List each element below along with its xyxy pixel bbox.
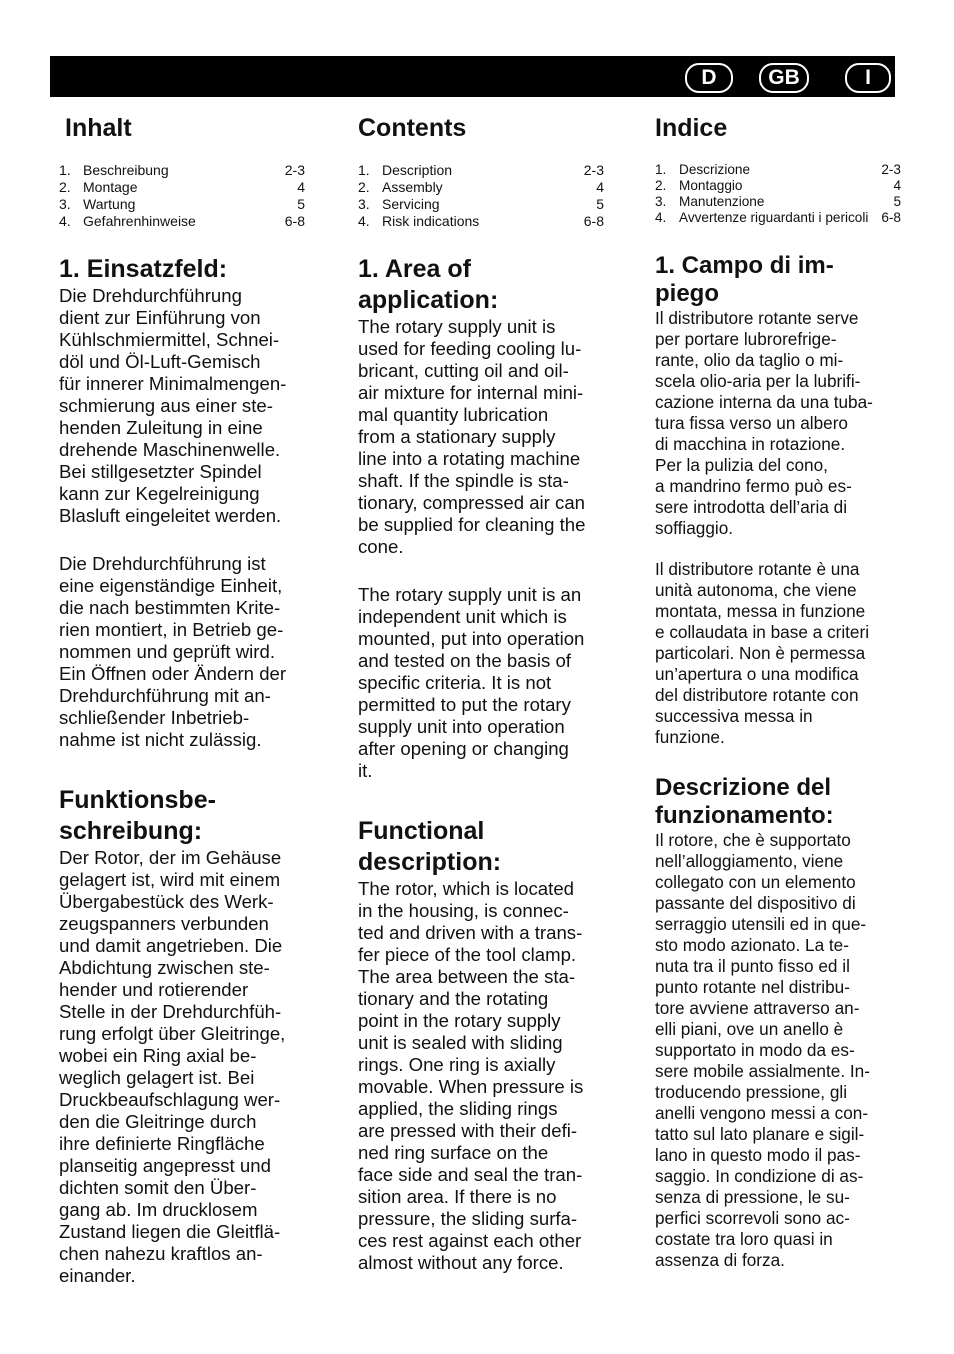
text-line: funzione.	[655, 727, 725, 747]
toc-item-pages: 5	[596, 196, 604, 212]
text-line: after opening or changing	[358, 738, 569, 759]
toc-item	[59, 196, 305, 213]
text-line: tionary, compressed air can	[358, 492, 586, 513]
text-line: anelli vengono messi a con-	[655, 1103, 869, 1123]
text-line: collegato con un elemento	[655, 872, 856, 892]
column-italian	[655, 112, 901, 1271]
text-line: wobei ein Ring axial be-	[59, 1045, 257, 1066]
text-line: chen nahezu kraftlos an-	[59, 1243, 263, 1264]
language-badge-d[interactable]: D	[685, 63, 733, 93]
text-line: del distributore rotante con	[655, 685, 859, 705]
text-line: Bei stillgesetzter Spindel	[59, 461, 262, 482]
text-line: Abdichtung zwischen ste-	[59, 957, 270, 978]
text-line: hender und rotierender	[59, 979, 249, 1000]
text-line: movable. When pressure is	[358, 1076, 584, 1097]
text-line: tura fissa verso un albero	[655, 413, 848, 433]
text-line: rung erfolgt über Gleitringe,	[59, 1023, 286, 1044]
toc-item	[655, 210, 901, 226]
text-line: funzionamento:	[655, 802, 834, 829]
text-line: Zustand liegen die Gleitflä-	[59, 1221, 281, 1242]
column-english	[358, 112, 604, 1274]
toc-item-title: Descrizione	[679, 162, 751, 177]
text-line: senza di pressione, le su-	[655, 1187, 850, 1207]
toc-title: Contents	[358, 114, 467, 142]
text-line: für innerer Minimalmengen-	[59, 373, 287, 394]
text-line: description:	[358, 848, 502, 876]
toc-item-pages: 4	[893, 178, 901, 193]
text-line: ihre definierte Ringfläche	[59, 1133, 265, 1154]
toc-item-pages: 5	[297, 196, 305, 212]
text-line: Druckbeaufschlagung wer-	[59, 1089, 281, 1110]
text-line: planseitig angepresst und	[59, 1155, 271, 1176]
text-line: The rotor, which is located	[358, 878, 574, 899]
text-line: piego	[655, 280, 719, 307]
toc-item-pages: 6-8	[881, 210, 901, 225]
text-line: saggio. In condizione di as-	[655, 1166, 864, 1186]
toc-item	[358, 179, 604, 196]
text-line: nuta tra il punto fisso ed il	[655, 956, 850, 976]
toc-item-pages: 5	[893, 194, 901, 209]
toc-item-num: 2.	[59, 179, 71, 195]
toc-item-title: Assembly	[382, 179, 443, 195]
toc-item-pages: 6-8	[284, 213, 305, 229]
text-line: a mandrino fermo può es-	[655, 476, 852, 496]
section-title	[655, 774, 901, 830]
text-line: are pressed with their defi-	[358, 1120, 578, 1141]
paragraph	[59, 285, 305, 527]
column-german	[59, 112, 305, 1287]
text-line: rante, olio da taglio o mi-	[655, 350, 844, 370]
text-line: passante del dispositivo di	[655, 893, 856, 913]
text-line: ned ring surface on the	[358, 1142, 549, 1163]
text-line: gang ab. Im drucklosem	[59, 1199, 258, 1220]
text-line: rings. One ring is axially	[358, 1054, 556, 1075]
text-line: pressure, the sliding surfa-	[358, 1208, 578, 1229]
text-line: be supplied for cleaning the	[358, 514, 586, 535]
toc-item	[59, 162, 305, 179]
toc-item	[358, 196, 604, 213]
paragraph	[358, 878, 604, 1274]
text-line: schließender Inbetrieb-	[59, 707, 250, 728]
toc-item-num: 2.	[655, 178, 667, 193]
text-line: mounted, put into operation	[358, 628, 585, 649]
text-line: elli piani, ove un anello è	[655, 1019, 844, 1039]
text-line: The rotary supply unit is an	[358, 584, 582, 605]
toc-item-pages: 4	[596, 179, 604, 195]
toc-item-title: Montage	[83, 179, 138, 195]
text-line: Blasluft eingeleitet werden.	[59, 505, 282, 526]
text-line: The area between the sta-	[358, 966, 576, 987]
text-line: kann zur Kegelreinigung	[59, 483, 260, 504]
text-line: successiva messa in	[655, 706, 813, 726]
text-line: tatto sul lato planare e sigil-	[655, 1124, 865, 1144]
toc-item-title: Manutenzione	[679, 194, 765, 209]
text-line: nell’alloggiamento, viene	[655, 851, 844, 871]
text-line: schreibung:	[59, 817, 203, 845]
text-line: shaft. If the spindle is sta-	[358, 470, 569, 491]
text-line: mal quantity lubrication	[358, 404, 549, 425]
text-line: Il distributore rotante è una	[655, 559, 860, 579]
toc-item	[655, 178, 901, 194]
text-line: and tested on the basis of	[358, 650, 571, 671]
paragraph	[59, 553, 305, 751]
paragraph	[358, 316, 604, 558]
toc-item-num: 4.	[358, 213, 370, 229]
text-line: Die Drehdurchführung	[59, 285, 242, 306]
toc-item-num: 4.	[655, 210, 667, 225]
toc-item	[59, 213, 305, 230]
text-line: Funktionsbe-	[59, 786, 216, 814]
text-line: applied, the sliding rings	[358, 1098, 558, 1119]
text-line: ces rest against each other	[358, 1230, 582, 1251]
text-line: sition area. If there is no	[358, 1186, 557, 1207]
toc-item-pages: 2-3	[284, 162, 305, 178]
toc-item-title: Montaggio	[679, 178, 743, 193]
text-line: döl und Öl-Luft-Gemisch	[59, 351, 261, 372]
section-title	[358, 254, 604, 316]
section-title	[59, 254, 305, 285]
toc-item-num: 1.	[655, 162, 667, 177]
text-line: used for feeding cooling lu-	[358, 338, 582, 359]
text-line: particolari. Non è permessa	[655, 643, 866, 663]
text-line: schmierung aus einer ste-	[59, 395, 273, 416]
text-line: punto rotante nel distribu-	[655, 977, 850, 997]
header-bar	[50, 56, 895, 97]
toc-item-title: Beschreibung	[83, 162, 169, 178]
toc-item	[655, 162, 901, 178]
text-line: from a stationary supply	[358, 426, 556, 447]
text-line: The rotary supply unit is	[358, 316, 556, 337]
text-line: Stelle in der Drehdurchfüh-	[59, 1001, 282, 1022]
text-line: independent unit which is	[358, 606, 567, 627]
text-line: it.	[358, 760, 373, 781]
toc-item-num: 3.	[655, 194, 667, 209]
text-line: lano in questo modo il pas-	[655, 1145, 861, 1165]
text-line: almost without any force.	[358, 1252, 564, 1273]
paragraph	[655, 559, 901, 748]
text-line: serraggio utensili ed in que-	[655, 914, 867, 934]
toc-item-title: Servicing	[382, 196, 440, 212]
text-line: fer piece of the tool clamp.	[358, 944, 577, 965]
section-title	[358, 816, 604, 878]
text-line: supply unit into operation	[358, 716, 565, 737]
toc-list	[655, 162, 901, 226]
text-line: soffiaggio.	[655, 518, 734, 538]
toc-item-num: 3.	[59, 196, 71, 212]
toc-item-num: 2.	[358, 179, 370, 195]
text-line: einander.	[59, 1265, 136, 1286]
text-line: unità autonoma, che viene	[655, 580, 857, 600]
text-line: scela olio-aria per la lubrifi-	[655, 371, 861, 391]
text-line: dient zur Einführung von	[59, 307, 261, 328]
text-line: und damit angetrieben. Die	[59, 935, 283, 956]
toc-item-title: Risk indications	[382, 213, 480, 229]
language-badge-gb[interactable]: GB	[759, 63, 809, 93]
toc-title: Inhalt	[65, 114, 132, 142]
text-line: un’apertura o una modifica	[655, 664, 859, 684]
text-line: sere introdotta dell’aria di	[655, 497, 848, 517]
text-line: 1. Einsatzfeld:	[59, 255, 228, 283]
text-line: eine eigenständige Einheit,	[59, 575, 283, 596]
text-line: weglich gelagert ist. Bei	[59, 1067, 255, 1088]
toc-item	[358, 213, 604, 230]
text-line: line into a rotating machine	[358, 448, 581, 469]
paragraph	[655, 830, 901, 1271]
text-line: unit is sealed with sliding	[358, 1032, 563, 1053]
text-line: 1. Campo di im-	[655, 252, 834, 279]
toc-item	[358, 162, 604, 179]
text-line: Ein Öffnen oder Ändern der	[59, 663, 287, 684]
text-line: ted and driven with a trans-	[358, 922, 583, 943]
text-line: cone.	[358, 536, 404, 557]
paragraph	[59, 847, 305, 1287]
text-line: e collaudata in base a criteri	[655, 622, 870, 642]
text-line: montata, messa in funzione	[655, 601, 866, 621]
text-line: Il distributore rotante serve	[655, 308, 859, 328]
toc-item-num: 4.	[59, 213, 71, 229]
text-line: in the housing, is connec-	[358, 900, 569, 921]
text-line: point in the rotary supply	[358, 1010, 561, 1031]
text-line: gelagert ist, wird mit einem	[59, 869, 281, 890]
toc-item-title: Avvertenze riguardanti i pericoli	[679, 210, 869, 225]
text-line: Descrizione del	[655, 774, 832, 801]
paragraph	[655, 308, 901, 539]
toc-item-pages: 2-3	[881, 162, 901, 177]
toc-title: Indice	[655, 114, 728, 142]
text-line: nahme ist nicht zulässig.	[59, 729, 262, 750]
text-line: sto modo azionato. La te-	[655, 935, 849, 955]
text-line: Kühlschmiermittel, Schnei-	[59, 329, 280, 350]
text-line: tore avviene attraverso an-	[655, 998, 860, 1018]
text-line: troducendo pressione, gli	[655, 1082, 848, 1102]
toc-item	[655, 194, 901, 210]
toc-item-num: 1.	[358, 162, 370, 178]
toc-item-pages: 2-3	[583, 162, 604, 178]
text-line: henden Zuleitung in eine	[59, 417, 263, 438]
text-line: rien montiert, in Betrieb ge-	[59, 619, 284, 640]
text-line: per portare lubrorefrige-	[655, 329, 837, 349]
toc-item-title: Wartung	[83, 196, 136, 212]
text-line: Drehdurchführung mit an-	[59, 685, 271, 706]
toc-list	[358, 162, 604, 230]
text-line: Il rotore, che è supportato	[655, 830, 851, 850]
toc-item	[59, 179, 305, 196]
toc-list	[59, 162, 305, 230]
text-line: Die Drehdurchführung ist	[59, 553, 266, 574]
text-line: Der Rotor, der im Gehäuse	[59, 847, 282, 868]
language-badge-i[interactable]: I	[845, 63, 891, 93]
paragraph	[358, 584, 604, 782]
text-line: Per la pulizia del cono,	[655, 455, 828, 475]
text-line: cazione interna da una tuba-	[655, 392, 873, 412]
text-line: air mixture for internal mini-	[358, 382, 584, 403]
toc-item-title: Description	[382, 162, 453, 178]
text-line: Übergabestück des Werk-	[59, 891, 274, 912]
section-title	[655, 252, 901, 308]
toc-item-num: 1.	[59, 162, 71, 178]
text-line: specific criteria. It is not	[358, 672, 552, 693]
text-line: die nach bestimmten Krite-	[59, 597, 281, 618]
toc-item-pages: 4	[297, 179, 305, 195]
text-line: perfici scorrevoli sono ac-	[655, 1208, 850, 1228]
text-line: drehende Maschinenwelle.	[59, 439, 281, 460]
text-line: di macchina in rotazione.	[655, 434, 846, 454]
text-line: face side and seal the tran-	[358, 1164, 583, 1185]
text-line: zeugspanners verbunden	[59, 913, 269, 934]
text-line: application:	[358, 286, 499, 314]
toc-item-pages: 6-8	[583, 213, 604, 229]
text-line: sere mobile assialmente. In-	[655, 1061, 870, 1081]
text-line: costate tra loro quasi in	[655, 1229, 833, 1249]
section-title	[59, 785, 305, 847]
text-line: permitted to put the rotary	[358, 694, 571, 715]
text-line: tionary and the rotating	[358, 988, 549, 1009]
toc-item-num: 3.	[358, 196, 370, 212]
text-line: Functional	[358, 817, 485, 845]
text-line: dichten somit den Über-	[59, 1177, 257, 1198]
text-line: 1. Area of	[358, 255, 472, 283]
text-line: assenza di forza.	[655, 1250, 785, 1270]
text-line: bricant, cutting oil and oil-	[358, 360, 569, 381]
text-line: supportato in modo da es-	[655, 1040, 855, 1060]
text-line: nommen und geprüft wird.	[59, 641, 276, 662]
text-line: den die Gleitringe durch	[59, 1111, 257, 1132]
toc-item-title: Gefahrenhinweise	[83, 213, 196, 229]
